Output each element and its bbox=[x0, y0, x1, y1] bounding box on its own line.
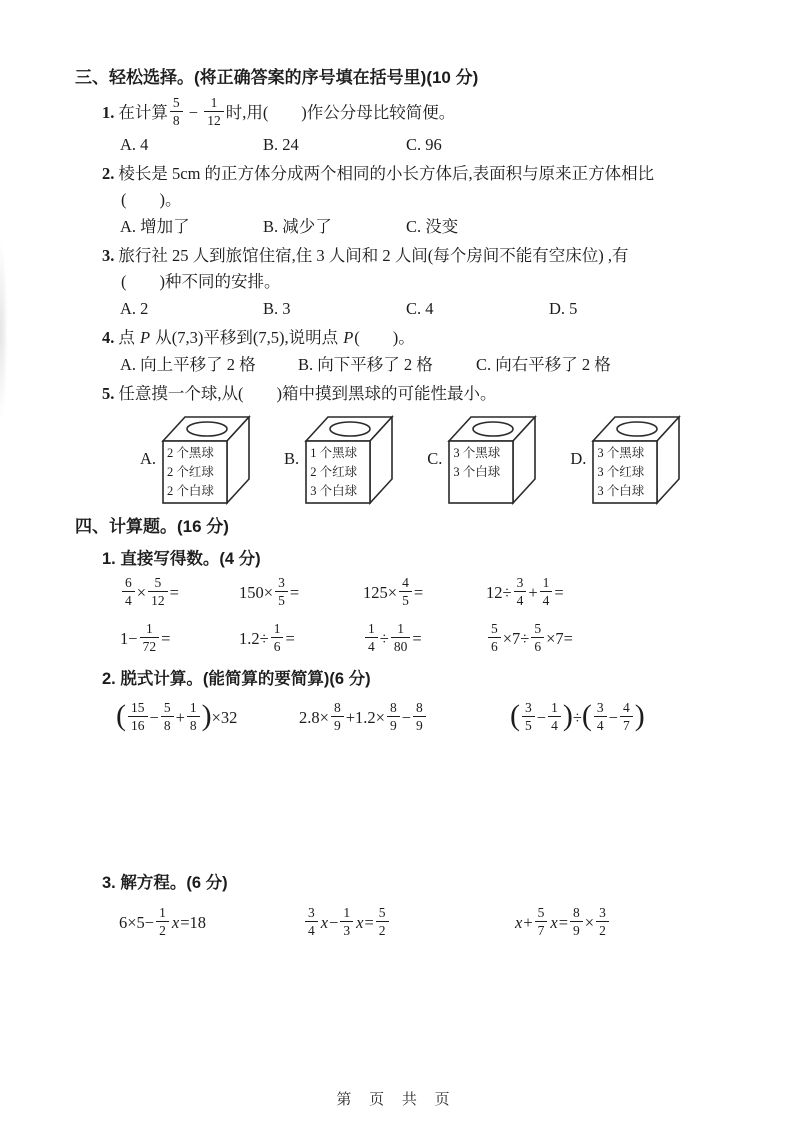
question-body: 任意摸一个球,从( )箱中摸到黑球的可能性最小。 bbox=[118, 384, 497, 404]
option-c: C. 向右平移了 2 格 bbox=[476, 355, 611, 375]
question-1-text bbox=[102, 95, 737, 131]
math-expression: ( $\frac{15}{16}$ − $\frac{5}{8}$ + $\frac{1}{8}$ )×32 bbox=[116, 699, 238, 733]
ball-count-line: 3 个黑球 bbox=[453, 446, 501, 461]
question-3-options bbox=[102, 297, 737, 321]
ball-count-line: 2 个红球 bbox=[167, 465, 214, 480]
option-d: D. 5 bbox=[549, 299, 578, 319]
section-calculation bbox=[75, 515, 737, 943]
question-2-blank: ( )。 bbox=[121, 190, 182, 210]
question-number: 4. bbox=[102, 328, 115, 348]
part1-label: 1. 直接写得数。(4 分) bbox=[102, 550, 261, 569]
question-1 bbox=[102, 95, 737, 157]
ball-box bbox=[591, 413, 687, 505]
ball-count-line: 3 个白球 bbox=[597, 484, 645, 499]
math-expression: 125× $\frac{4}{5}$ = bbox=[363, 574, 424, 608]
question-4-text bbox=[102, 325, 737, 351]
ball-count-line: 3 个红球 bbox=[597, 465, 645, 480]
ball-box-option-c bbox=[427, 413, 543, 505]
ball-counts bbox=[450, 442, 512, 502]
ball-box-option-a bbox=[140, 413, 257, 505]
section-choice bbox=[75, 66, 737, 505]
working-space bbox=[75, 739, 737, 865]
question-number: 1. bbox=[102, 103, 115, 123]
option-b: B. 3 bbox=[263, 299, 291, 319]
option-letter: C. bbox=[427, 449, 443, 469]
ball-count-line: 1 个黑球 bbox=[310, 446, 358, 461]
question-2-text bbox=[102, 161, 737, 187]
math-expression: 2.8× $\frac{8}{9}$ +1.2× $\frac{8}{9}$ − $\frac{8}{9}$ bbox=[299, 697, 510, 739]
question-5 bbox=[102, 381, 737, 505]
equations-row bbox=[75, 903, 737, 943]
option-a: A. 4 bbox=[120, 135, 149, 155]
ball-counts bbox=[164, 442, 226, 502]
ball-count-line: 2 个红球 bbox=[310, 465, 358, 480]
question-3-text bbox=[102, 243, 737, 269]
option-b: B. 减少了 bbox=[263, 217, 332, 237]
question-number: 2. bbox=[102, 164, 115, 184]
ball-count-line: 3 个白球 bbox=[310, 484, 358, 499]
math-expression: 1− $\frac{1}{72}$ = bbox=[120, 620, 171, 654]
math-expression: ( $\frac{3}{5}$ − $\frac{1}{4}$ )÷( $\frac{3}{4}$ − $\frac{4}{7}$ ) bbox=[510, 699, 645, 733]
ball-box bbox=[161, 413, 257, 505]
ball-count-line: 2 个白球 bbox=[167, 484, 214, 499]
option-letter: A. bbox=[140, 449, 157, 469]
question-body: 在计算 $\frac{5}{8}$ − $\frac{1}{12}$ 时,用( )作公分母比较简便。 bbox=[118, 95, 456, 129]
ball-count-line: 3 个白球 bbox=[453, 465, 501, 480]
question-body: 棱长是 5cm 的正方体分成两个相同的小长方体后,表面积与原来正方体相比 bbox=[118, 164, 655, 184]
question-2 bbox=[102, 161, 737, 239]
option-a: A. 2 bbox=[120, 299, 149, 319]
section-three-title: 三、轻松选择。(将正确答案的序号填在括号里)(10 分) bbox=[75, 68, 479, 87]
question-3-blank: ( )种不同的安排。 bbox=[121, 272, 281, 292]
part3-label: 3. 解方程。(6 分) bbox=[102, 874, 228, 893]
option-letter: B. bbox=[284, 449, 300, 469]
ball-box-option-b bbox=[284, 413, 400, 505]
math-equation: x+ $\frac{5}{7}$ x= $\frac{8}{9}$ × $\frac{3}{2}$ bbox=[514, 903, 611, 943]
part2-label: 2. 脱式计算。(能简算的要简算)(6 分) bbox=[102, 670, 371, 689]
math-expression: $\frac{6}{4}$ × $\frac{5}{12}$ = bbox=[120, 575, 239, 611]
option-b: B. 向下平移了 2 格 bbox=[298, 355, 433, 375]
math-expression: 150× $\frac{3}{5}$ = bbox=[239, 574, 300, 608]
question-number: 5. bbox=[102, 384, 115, 404]
direct-calc-row-2 bbox=[75, 621, 737, 657]
math-expression: 12÷ $\frac{3}{4}$ + $\frac{1}{4}$ = bbox=[486, 574, 564, 608]
ball-box-option-d bbox=[570, 413, 687, 505]
question-4 bbox=[102, 325, 737, 377]
ball-count-line: 2 个黑球 bbox=[167, 446, 214, 461]
question-5-text bbox=[102, 381, 737, 407]
option-b: B. 24 bbox=[263, 135, 299, 155]
math-expression: $\frac{5}{6}$ ×7÷ $\frac{5}{6}$ ×7= bbox=[486, 621, 573, 657]
ball-counts bbox=[307, 442, 369, 502]
ball-counts bbox=[594, 442, 656, 502]
math-equation: $\frac{3}{4}$ x− $\frac{1}{3}$ x= $\frac{5}{2}$ bbox=[303, 903, 514, 943]
scan-shadow bbox=[0, 240, 8, 420]
section-four-title: 四、计算题。(16 分) bbox=[75, 517, 229, 537]
math-expression: $\frac{1}{4}$ ÷ $\frac{1}{80}$ = bbox=[363, 621, 486, 657]
option-a: A. 增加了 bbox=[120, 217, 190, 237]
ball-count-line: 3 个黑球 bbox=[597, 446, 645, 461]
question-1-options bbox=[102, 133, 737, 157]
math-expression: 1.2÷ $\frac{1}{6}$ = bbox=[239, 620, 295, 654]
question-3 bbox=[102, 243, 737, 321]
ball-box bbox=[304, 413, 400, 505]
math-equation: 6×5− $\frac{1}{2}$ x=18 bbox=[119, 904, 207, 938]
option-a: A. 向上平移了 2 格 bbox=[120, 355, 256, 375]
question-2-options bbox=[102, 215, 737, 239]
question-body: 旅行社 25 人到旅馆住宿,住 3 人间和 2 人间(每个房间不能有空床位) ,有 bbox=[118, 246, 629, 266]
question-4-options bbox=[102, 353, 737, 377]
stepwise-calc-row bbox=[75, 697, 737, 739]
option-c: C. 没变 bbox=[406, 217, 459, 237]
question-number: 3. bbox=[102, 246, 115, 266]
question-5-ball-boxes bbox=[102, 413, 737, 505]
option-letter: D. bbox=[570, 449, 587, 469]
page-footer: 第 页 共 页 bbox=[336, 1092, 457, 1108]
question-body: 点 P 从(7,3)平移到(7,5),说明点 P( )。 bbox=[118, 328, 415, 348]
direct-calc-row-1 bbox=[75, 575, 737, 611]
option-c: C. 4 bbox=[406, 299, 434, 319]
ball-box bbox=[447, 413, 543, 505]
option-c: C. 96 bbox=[406, 135, 442, 155]
